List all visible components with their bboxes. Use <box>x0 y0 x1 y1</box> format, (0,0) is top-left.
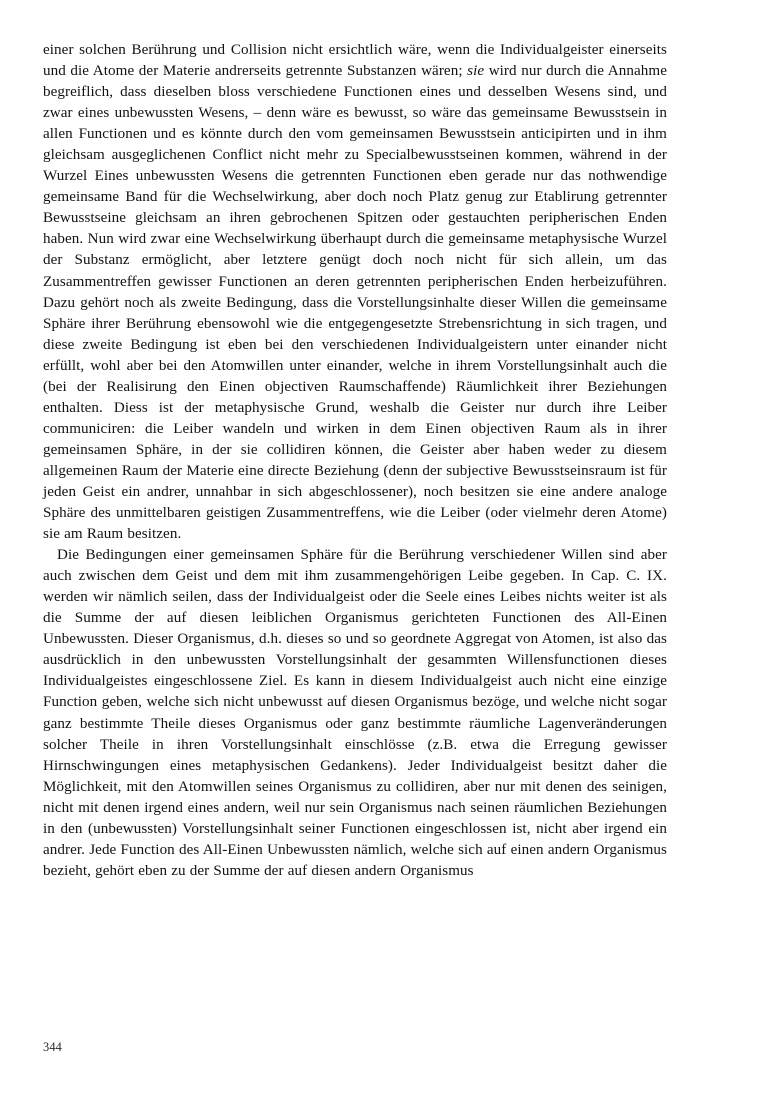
paragraph-1-text-after-italic: wird nur durch die Annahme begreiflich, dass dieselben bloss verschiedene Functionen eines und desselben Wesens sind, und zwar eines unbewussten Wesens, – denn wäre es bewusst, so wäre das gemeinsame Bewusstsein in allen Functionen und es könnte durch den vom gemeinsamen Bewusstsein anticipirten und in ihm gleichsam ausgeglichenen Conflict nicht mehr zu Specialbewusstseinen kommen, während in der Wurzel Eines unbewussten Wesens die getrennten Functionen eben gerade nur das nothwendige gemeinsame Band für die Wechselwirkung, aber doch noch Platz genug zur Etablirung getrennter Bewusstseine gleichsam an ihren gebrochenen Spitzen oder gestauchten peripherischen Enden haben. Nun wird zwar eine Wechselwirkung überhaupt durch die gemeinsame metaphysische Wurzel der Substanz ermöglicht, aber letztere genügt doch noch nicht für sich allein, um das Zusammentreffen gewisser Functionen an deren getrennten peripherischen Enden herbeizuführen. Dazu gehört noch als zweite Bedingung, dass die Vorstellungsinhalte dieser Willen die gemeinsame Sphäre ihrer Berührung ebensowohl wie die entgegengesetzte Strebensrichtung in sich tragen, und diese zweite Bedingung ist eben bei den verschiedenen Individualgeistern unter einander nicht erfüllt, wohl aber bei den Atomwillen unter einander, welche in ihrem Vorstellungsinhalt auch die (bei der Realisirung den Einen objectiven Raumschaffende) Räumlichkeit ihrer Beziehungen enthalten. Diess ist der metaphysische Grund, weshalb die Geister nur durch ihre Leiber communiciren: die Leiber wandeln und wirken in dem Einen objectiven Raum als in ihrer gemeinsamen Sphäre, in der sie collidiren können, die Geister aber haben weder zu diesem allgemeinen Raum der Materie eine directe Beziehung (denn der subjective Bewusstseinsraum ist für jeden Geist ein andrer, unnahbar in sich abgeschlossener), noch besitzen sie eine andere analoge Sphäre des unmittelbaren geistigen Zusammentreffens, wie die Leiber (oder vielmehr deren Atome) sie am Raum besitzen. <box>43 63 667 543</box>
paragraph-2: Die Bedingungen einer gemeinsamen Sphäre für die Berührung verschiedener Willen sind aber auch zwischen dem Geist und dem mit ihm zusammengehörigen Leibe gegeben. In Cap. C. IX. werden wir nämlich seilen, dass der Individualgeist oder die Seele eines Leibes nichts weiter ist als die Summe der auf diesen leiblichen Organismus gerichteten Functionen des All-Einen Unbewussten. Dieser Organismus, d.h. dieses so und so geordnete Aggregat von Atomen, ist also das ausdrücklich in den unbewussten Vorstellungsinhalt der gesammten Willensfunctionen dieses Individualgeistes eingeschlossene Ziel. Es kann in diesem Individualgeist auch nicht eine einzige Function geben, welche sich nicht unbewusst auf diesen Organismus bezöge, und welche nicht sogar ganz bestimmte Theile dieses Organismus oder ganz bestimmte räumliche Lagenveränderungen solcher Theile in ihren Vorstellungsinhalt einschlösse (z.B. etwa die Erregung gewisser Hirnschwingungen eines metaphysischen Gedankens). Jeder Individualgeist besitzt daher die Möglichkeit, mit den Atomwillen seines Organismus zu collidiren, aber nur mit denen des seinigen, nicht mit denen irgend eines andern, weil nur sein Organismus nach seinen räumlichen Beziehungen in den (unbewussten) Vorstellungsinhalt seiner Functionen eingeschlossen ist, nicht aber irgend ein andrer. Jede Function des All-Einen Unbewussten nämlich, welche sich auf einen andern Organismus bezieht, gehört eben zu der Summe der auf diesen andern Organismus <box>43 547 667 879</box>
page-number: 344 <box>43 1040 62 1054</box>
paragraph-1-text-before-italic: einer solchen Berührung und Collision nicht ersichtlich wäre, wenn die Individualgeister einerseits und die Atome der Materie andrerseits getrennte Substanzen wären; <box>43 42 667 80</box>
text-column <box>43 40 667 882</box>
paragraph-1 <box>43 40 667 545</box>
emphasis-sie: sie <box>467 63 485 80</box>
